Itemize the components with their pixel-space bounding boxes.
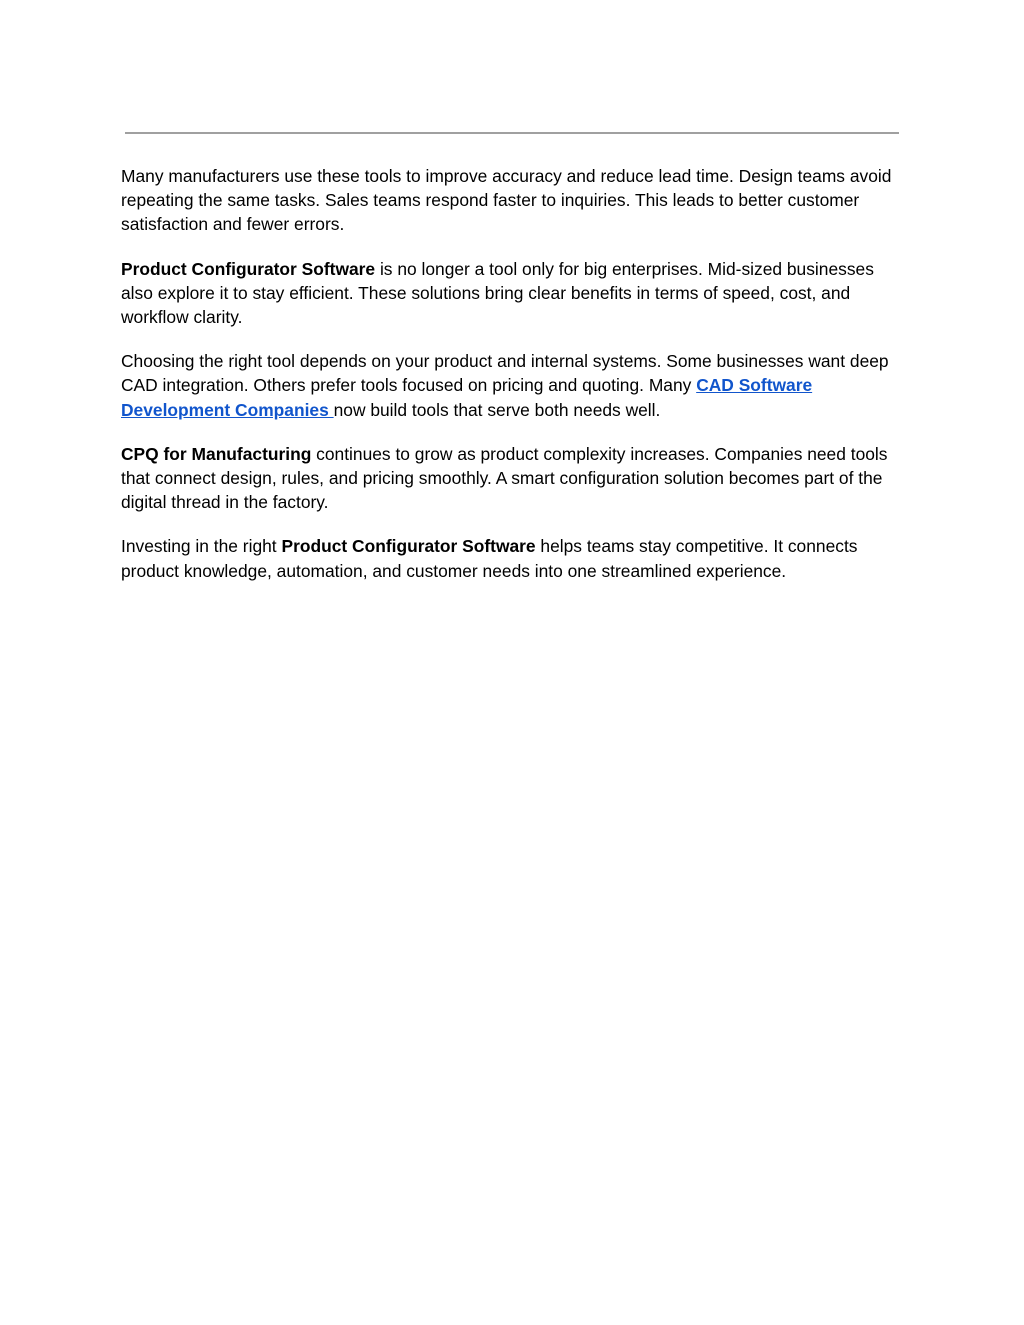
paragraph-1-text: Many manufacturers use these tools to improve accuracy and reduce lead time. Design teams avoid repeating the same tasks. Sales teams respond faster to inquiries. This leads to better customer satisfaction and fewer errors.	[121, 166, 892, 235]
paragraph-5-text-after: helps teams stay competitive. It connects product knowledge, automation, and customer needs into one streamlined experience.	[121, 536, 858, 581]
paragraph-1	[121, 164, 906, 237]
paragraph-5-bold-term: Product Configurator Software	[281, 536, 536, 557]
document-body	[121, 164, 906, 603]
paragraph-4-bold-term: CPQ for Manufacturing	[121, 443, 312, 464]
paragraph-3-text-before: Choosing the right tool depends on your product and internal systems. Some businesses want deep CAD integration. Others prefer tools focused on pricing and quoting. Many	[121, 351, 889, 396]
cad-software-development-companies-link[interactable]: CAD Software Development Companies	[121, 375, 813, 420]
paragraph-2-text: is no longer a tool only for big enterprises. Mid-sized businesses also explore it to stay efficient. These solutions bring clear benefits in terms of speed, cost, and workflow clarity.	[121, 258, 874, 328]
paragraph-2-bold-term: Product Configurator Software	[121, 258, 376, 279]
paragraph-2	[121, 257, 906, 330]
paragraph-5-text-before: Investing in the right	[121, 536, 282, 557]
paragraph-4-text: continues to grow as product complexity increases. Companies need tools that connect design, rules, and pricing smoothly. A smart configuration solution becomes part of the digital thread in the factory.	[121, 443, 888, 513]
paragraph-4	[121, 442, 906, 515]
paragraph-3-text-after: now build tools that serve both needs well.	[333, 399, 661, 420]
paragraph-5	[121, 534, 906, 582]
paragraph-3	[121, 349, 906, 422]
horizontal-rule	[125, 132, 899, 134]
